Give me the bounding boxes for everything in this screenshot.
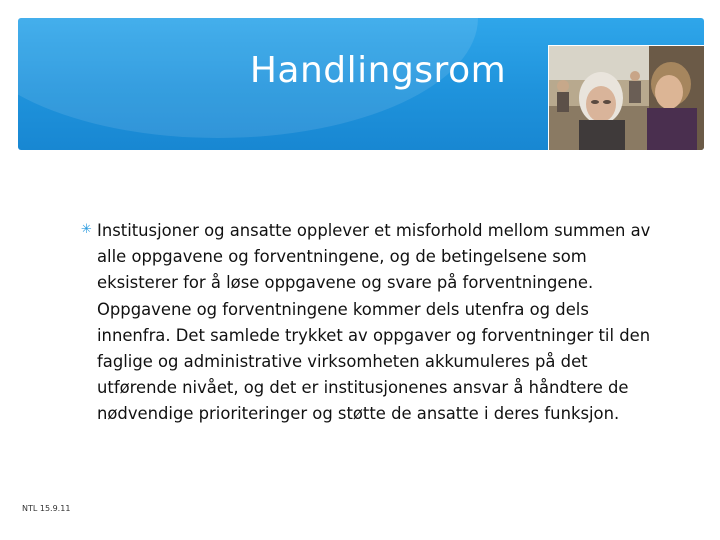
title-banner bbox=[18, 18, 704, 150]
slide-title: Handlingsrom bbox=[249, 50, 507, 91]
bullet-text: Institusjoner og ansatte opplever et misforhold mellom summen av alle oppgavene og forventningene, og de betingelsene som eksisterer for å løse oppgavene og svare på forventningene. Oppgavene og forventningene kommer dels utenfra og dels innenfra. Det samlede trykket av oppgaver og forventninger til den faglige og administrative virksomheten akkumuleres på det utførende nivået, og det er institusjonenes ansvar å håndtere de nødvendige prioriteringer og støtte de ansatte i deres funksjon. bbox=[97, 221, 651, 424]
footer-date: NTL 15.9.11 bbox=[22, 504, 71, 513]
bullet-icon: ✳ bbox=[81, 222, 92, 237]
header-photo bbox=[548, 45, 704, 150]
